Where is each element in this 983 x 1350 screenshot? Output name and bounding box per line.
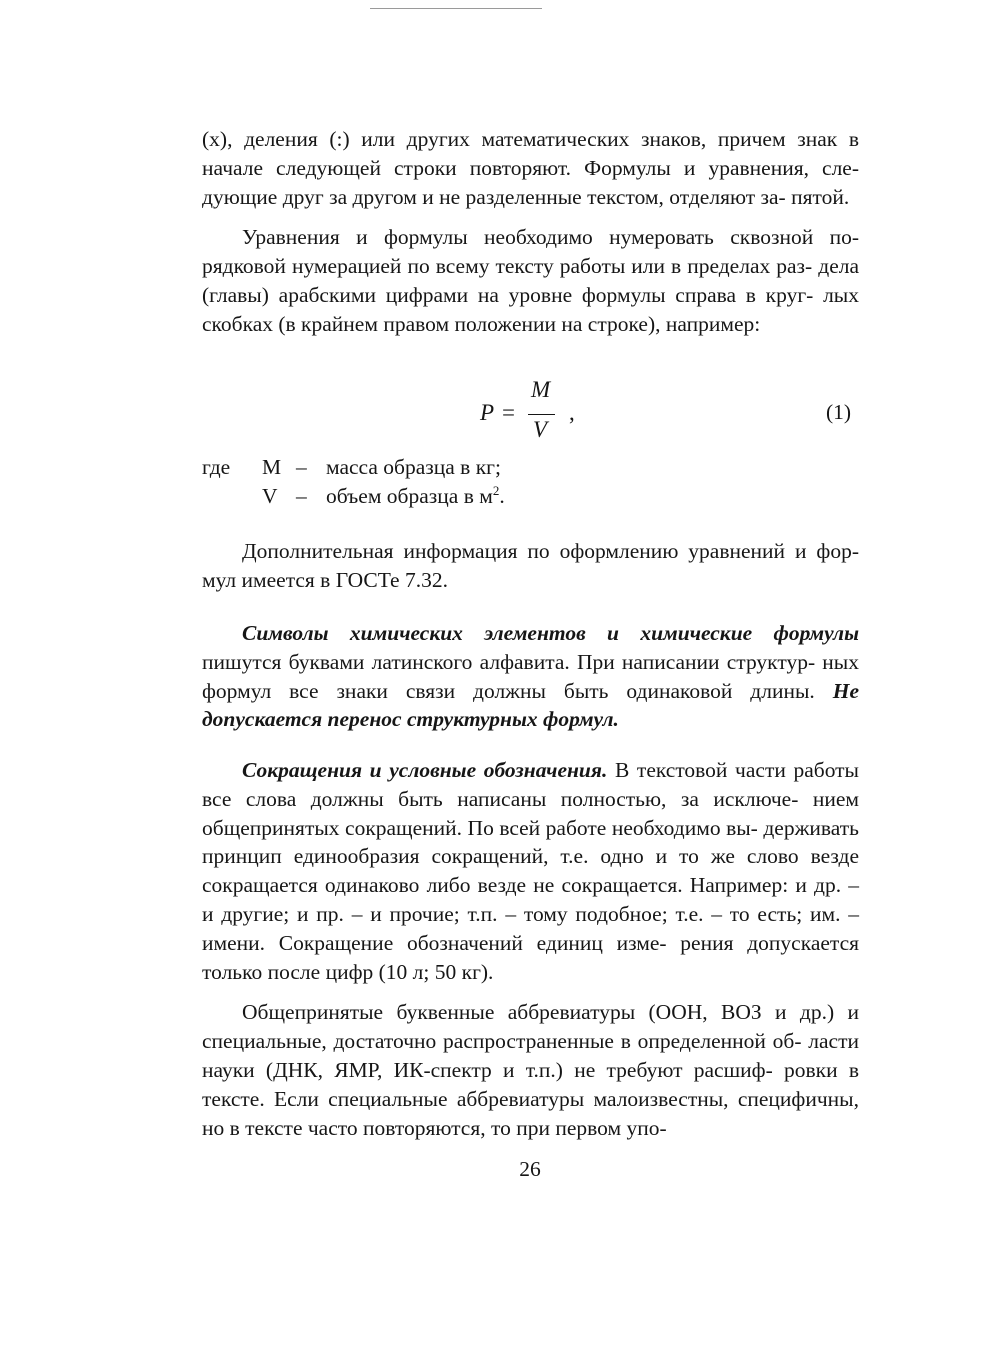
formula-lhs: P	[480, 400, 495, 425]
definition-symbol: M	[262, 455, 282, 479]
definition-dash: –	[296, 455, 307, 479]
para1-line-2: начале следующей строки повторяют. Формулы и уравнения, сле-	[202, 155, 859, 180]
definition-text-main: объем образца в м	[326, 483, 493, 508]
top-rule	[370, 8, 542, 9]
definition-symbol: V	[262, 483, 278, 508]
definition-row	[202, 453, 702, 482]
formula-number: (1)	[826, 400, 852, 424]
paragraph-abbreviations	[202, 756, 859, 986]
chemistry-rule: Не допускается перенос структурных формул.	[202, 678, 859, 732]
where-label: где	[202, 455, 231, 479]
paragraph-numbering	[202, 223, 859, 338]
paragraph-acronyms: Общепринятые буквенные аббревиатуры (ООН, ВОЗ и др.) и специальные, достаточно распространенные в определенной об- ласти науки (ДНК, ЯМР, ИК-спектр и т.п.) не требуют расшиф- ровки в тексте. Если специальные аббревиатуры малоизвестны, специфичны, но в тексте часто повторяются, то при первом упо-	[202, 1000, 859, 1140]
definition-text-end: .	[499, 483, 505, 508]
text-block-gost	[202, 537, 859, 595]
formula-fraction-bar	[528, 414, 555, 415]
para1-line-3: дующие друг за другом и не разделенные текстом, отделяют за-	[202, 184, 786, 209]
chemistry-heading: Символы химических элементов и химические формулы	[242, 621, 859, 645]
definition-dash: –	[296, 483, 307, 508]
formula-comma: ,	[569, 400, 575, 425]
paragraph-chemistry	[202, 619, 859, 734]
paragraph-gost: Дополнительная информация по оформлению уравнений и фор- мул имеется в ГОСТе 7.32.	[202, 539, 859, 592]
formula-numerator: M	[531, 377, 551, 402]
para2-line-1: Уравнения и формулы необходимо нумеровать сквозной по-	[242, 225, 859, 250]
formula-definitions	[202, 453, 702, 511]
para1-line-4: пятой.	[791, 184, 850, 209]
chemistry-text: пишутся буквами латинского алфавита. При написании структур- ных формул все знаки связи должны быть одинаковой длины.	[202, 649, 859, 703]
formula-denominator: V	[533, 417, 548, 442]
paragraph-continuation	[202, 125, 859, 211]
definition-superscript: 2	[492, 482, 500, 498]
definition-text: масса образца в кг;	[326, 455, 501, 479]
para2-line-4: лых скобках (в крайнем правом положении на строке), например:	[202, 282, 860, 336]
para1-line-1: (x), деления (:) или других математических знаков, причем знак в	[202, 127, 859, 151]
definition-row	[202, 482, 702, 511]
definition-text	[326, 482, 505, 511]
page-number: 26	[519, 1157, 541, 1181]
text-block-abbreviations	[202, 756, 859, 1142]
abbreviations-text: В текстовой части работы все слова должны быть написаны полностью, за исключе- нием общепринятых сокращений. По всей работе необходимо вы- держивать принцип единообразия сокращений, т.е. одно и то же слово везде сокращается одинаково либо везде не сокращается. Например: и др. – и другие; и пр. – и прочие; т.п. – тому подобное; т.е. – то есть; им. – имени. Сокращение обозначений единиц изме- рения допускается только после цифр (10 л; 50 кг).	[202, 758, 859, 984]
text-block-chemistry	[202, 619, 859, 734]
para2-line-2: рядковой нумерацией по всему тексту работы или в пределах раз-	[202, 254, 813, 279]
abbreviations-heading: Сокращения и условные обозначения.	[242, 758, 608, 782]
formula-equals: =	[502, 400, 515, 425]
text-block-intro	[202, 125, 859, 339]
para2-line-3: дела (главы) арабскими цифрами на уровне формулы справа в круг-	[202, 254, 860, 307]
